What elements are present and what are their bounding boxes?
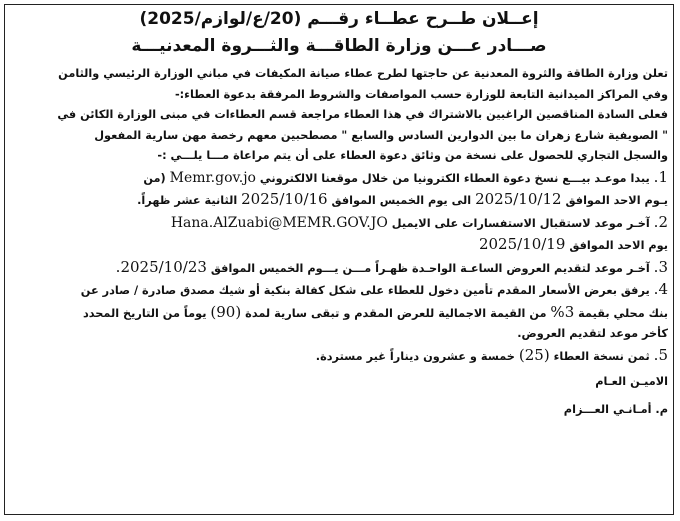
- item-text: كأخر موعد لتقديم العروض.: [517, 327, 668, 340]
- instructions-paragraph: [10, 105, 668, 167]
- list-item-5: [10, 345, 668, 368]
- item-text: الثانية عشر ظهراً.: [137, 194, 238, 207]
- intro-line: وفي المراكز الميدانية التابعة للوزارة حسب المواصفات والشروط المرفقة بدعوة العطاء:-: [174, 87, 668, 101]
- issuer-subtitle: صـــادر عـــن وزارة الطاقـــة والثـــروة المعدنيـــة: [131, 36, 547, 56]
- list-item-3: [10, 257, 668, 280]
- submission-deadline-date: 2025/10/23.: [115, 257, 207, 276]
- email-link[interactable]: Hana.AlZuabi@MEMR.GOV.JO: [170, 214, 388, 231]
- item-text: آخـر موعد لتقديم العروض الساعـة الواحـدة ظهـراً مـــن يـــوم الخميس الموافق: [210, 261, 650, 275]
- intro-line: تعلن وزارة الطاقة والثروة المعدنية عن حاجتها لطرح عطاء صيانة المكيفات في مباني الوزارة الرئيسي والثامن: [58, 67, 668, 80]
- item-number: 2.: [653, 212, 668, 231]
- item-text: يوماً من التاريخ المحدد: [82, 306, 207, 320]
- item-text: يوم الاحد الموافق: [569, 239, 668, 252]
- signature-name: م. أمـانـي العـــزام: [563, 403, 668, 416]
- instructions-line: فعلى السادة المناقصين الراغبين بالاشتراك في هذا العطاء مراجعة قسم العطاءات في مبنى الوزارة الكائن في: [57, 108, 668, 121]
- item-number: 5.: [653, 345, 668, 364]
- item-text: يبدا موعـد بيـــع نسخ دعوة العطاء الكترونيا من خلال موقعنا الالكتروني: [259, 171, 650, 185]
- signature-title: الاميـن العـام: [595, 375, 668, 388]
- instructions-line: والسجل التجاري للحصول على نسخة من وثائق دعوة العطاء على أن يتم مراعاة مـــا يلـــي :-: [157, 149, 668, 162]
- list-item-4: [10, 279, 668, 345]
- intro-paragraph: [10, 64, 668, 105]
- item-text: خمسة و عشرون ديناراً غير مستردة.: [315, 349, 515, 363]
- list-item-1: [10, 167, 668, 212]
- item-text: آخـر موعد لاستقبال الاستفسارات على الايميل: [391, 216, 650, 230]
- item-text: ثمن نسخة العطاء: [553, 349, 650, 363]
- instructions-line: " الصويفية شارع زهران ما بين الدوارين السادس والسابع " مصطحبين معهم رخصة مهن سارية المفعول: [94, 128, 668, 142]
- item-text: يرفق بعرض الأسعار المقدم تأمين دخول للعطاء على شكل كفالة بنكية أو شيك مصدق صادرة / صادر عن: [80, 284, 650, 297]
- item-text: (من: [143, 171, 166, 185]
- item-number: 3.: [653, 257, 668, 276]
- tender-price: (25): [518, 345, 550, 364]
- item-number: 4.: [653, 280, 668, 298]
- item-text: الى يوم الخميس الموافق: [331, 194, 472, 207]
- guarantee-percentage: 3%: [550, 302, 575, 321]
- item-text: يـوم الاحد الموافق: [565, 194, 668, 207]
- announcement-title: إعــلان طــرح عطــاء رقـــم (20/ع/لوازم/2025): [139, 9, 539, 29]
- sale-end-date: 2025/10/16: [241, 190, 328, 208]
- item-text: من القيمة الاجمالية للعرض المقدم و تبقى سارية لمدة: [245, 306, 547, 320]
- validity-days: (90): [210, 302, 242, 321]
- sale-start-date: 2025/10/12: [475, 190, 562, 208]
- list-item-2: [10, 212, 668, 257]
- inquiry-deadline-date: 2025/10/19: [478, 235, 566, 253]
- website-link[interactable]: Memr.gov.jo: [169, 169, 256, 186]
- tender-announcement: [10, 6, 668, 421]
- item-number: 1.: [653, 167, 668, 186]
- item-text: بنك محلي بقيمة: [578, 306, 668, 320]
